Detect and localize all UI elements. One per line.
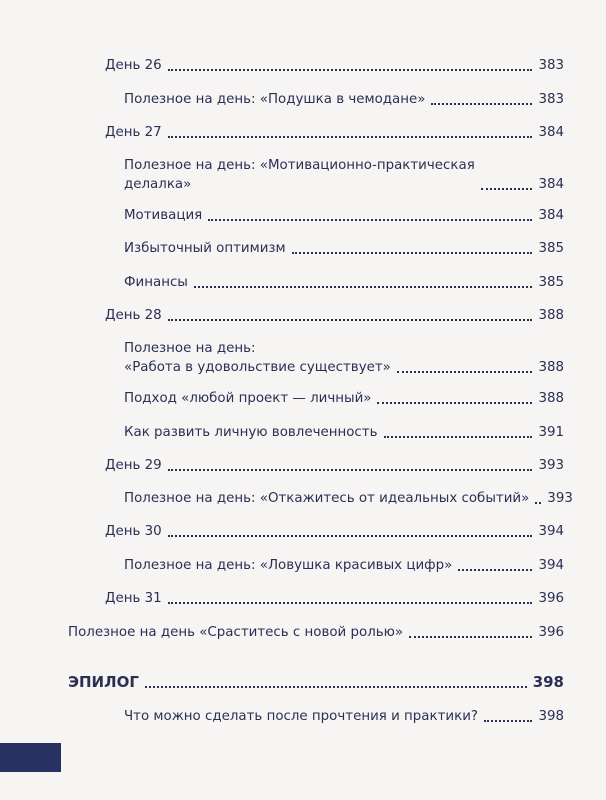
toc-page-number: 396: [538, 625, 564, 640]
toc-label: День 26: [105, 58, 162, 73]
dot-leader: [168, 135, 533, 138]
toc-label: [124, 339, 391, 377]
toc-page-number: 385: [538, 275, 564, 290]
toc-label: День 30: [105, 524, 162, 539]
dot-leader: [431, 102, 532, 105]
toc-label: Что можно сделать после прочтения и практики?: [124, 709, 479, 724]
toc-page-number: 383: [538, 58, 564, 73]
toc-entry-epilog-question[interactable]: [124, 707, 564, 726]
toc-label: День 28: [105, 308, 162, 323]
corner-color-bar: [0, 743, 61, 772]
toc-page-number: 394: [538, 524, 564, 539]
toc-label: Полезное на день: «Откажитесь от идеальных событий»: [124, 491, 530, 506]
toc-label: Финансы: [124, 275, 188, 290]
toc-page-number: 383: [538, 92, 564, 107]
toc-entry-approach[interactable]: [124, 389, 564, 408]
toc-entry-epilog[interactable]: [68, 673, 564, 692]
toc-entry-finance[interactable]: [124, 273, 564, 292]
toc-page-number: 384: [538, 125, 564, 140]
toc-entry-day26-tip[interactable]: [124, 90, 564, 109]
toc-label: Избыточный оптимизм: [124, 241, 286, 256]
dot-leader: [409, 635, 532, 638]
toc-entry-day29-tip[interactable]: [124, 489, 573, 508]
dot-leader: [484, 719, 532, 722]
toc-entry-day31[interactable]: [105, 589, 564, 608]
dot-leader: [168, 534, 533, 537]
toc-entry-day27[interactable]: [105, 123, 564, 142]
dot-leader: [168, 468, 533, 471]
toc-page-number: 393: [538, 458, 564, 473]
toc-label-line: Полезное на день: «Мотивационно-практическая: [124, 158, 475, 173]
dot-leader: [535, 501, 541, 504]
toc-entry-day30-tip[interactable]: [124, 556, 564, 575]
toc-label: Как развить личную вовлеченность: [124, 425, 378, 440]
toc-page-number: 394: [538, 558, 564, 573]
dot-leader: [458, 568, 532, 571]
toc-page-number: 384: [538, 208, 564, 223]
toc-entry-day31-tip[interactable]: [68, 623, 564, 642]
toc-label: День 29: [105, 458, 162, 473]
dot-leader: [168, 318, 533, 321]
dot-leader: [168, 601, 533, 604]
dot-leader: [377, 401, 532, 404]
toc-page-number: 385: [538, 241, 564, 256]
dot-leader: [292, 251, 533, 254]
dot-leader: [194, 285, 533, 288]
toc-label-line: Полезное на день:: [124, 341, 256, 356]
toc-page-number: 388: [538, 360, 564, 375]
toc-label: [124, 156, 475, 194]
toc-label: Мотивация: [124, 208, 203, 223]
toc-page-number: 398: [538, 709, 564, 724]
toc-page-number: 388: [538, 308, 564, 323]
toc-label-line: «Работа в удовольствие существует»: [124, 360, 391, 375]
toc-label: Полезное на день: «Подушка в чемодане»: [124, 92, 426, 107]
toc-page-number: 391: [538, 425, 564, 440]
toc-page-number: 398: [532, 673, 564, 691]
toc-label: Полезное на день: «Ловушка красивых цифр»: [124, 558, 453, 573]
dot-leader: [397, 370, 533, 373]
toc-entry-day28-tip[interactable]: [124, 339, 564, 377]
toc-label: День 31: [105, 591, 162, 606]
toc-page-number: 396: [538, 591, 564, 606]
toc-label: ЭПИЛОГ: [68, 673, 139, 691]
dot-leader: [384, 435, 533, 438]
toc-entry-day30[interactable]: [105, 522, 564, 541]
toc-page-number: 384: [538, 177, 564, 192]
toc-label: Подход «любой проект — личный»: [124, 391, 372, 406]
toc-entry-motivation[interactable]: [124, 206, 564, 225]
toc-entry-optimism[interactable]: [124, 239, 564, 258]
dot-leader: [481, 187, 533, 190]
toc-page-number: 388: [538, 391, 564, 406]
toc-label: Полезное на день «Сраститесь с новой ролью»: [68, 625, 404, 640]
toc-entry-day28[interactable]: [105, 306, 564, 325]
toc-entry-engagement[interactable]: [124, 423, 564, 442]
toc-label: День 27: [105, 125, 162, 140]
dot-leader: [168, 68, 533, 71]
dot-leader: [145, 685, 527, 688]
toc-entry-day26[interactable]: [105, 56, 564, 75]
toc-page-number: 393: [547, 491, 573, 506]
toc-entry-day27-tip[interactable]: [124, 156, 564, 194]
toc-label-line: делалка»: [124, 177, 192, 192]
dot-leader: [208, 218, 532, 221]
toc-entry-day29[interactable]: [105, 456, 564, 475]
